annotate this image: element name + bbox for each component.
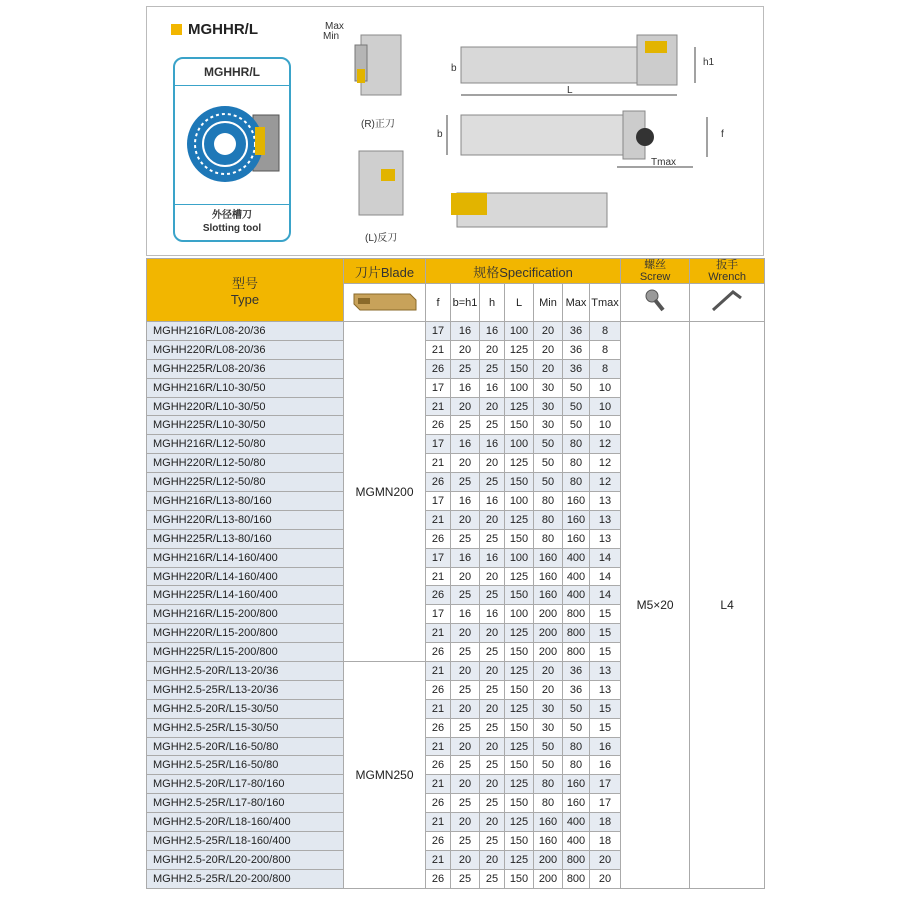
spec-cell: 100 — [505, 435, 534, 454]
spec-cell: 25 — [480, 832, 505, 851]
spec-cell: 20 — [451, 454, 480, 473]
spec-cell: 16 — [590, 756, 621, 775]
type-cell: MGHH2.5-25R/L20-200/800 — [147, 869, 344, 888]
spec-cell: 16 — [480, 605, 505, 624]
spec-cell: 21 — [426, 850, 451, 869]
spec-cell: 16 — [451, 435, 480, 454]
spec-cell: 30 — [534, 397, 563, 416]
model-title-text: MGHHR/L — [188, 21, 258, 38]
spec-cell: 21 — [426, 813, 451, 832]
spec-cell: 80 — [534, 492, 563, 511]
spec-cell: 200 — [534, 643, 563, 662]
type-cell: MGHH2.5-25R/L16-50/80 — [147, 756, 344, 775]
spec-cell: 80 — [563, 435, 590, 454]
right-hand-tool-view-icon — [347, 25, 407, 105]
type-cell: MGHH220R/L15-200/800 — [147, 624, 344, 643]
spec-cell: 25 — [480, 794, 505, 813]
spec-cell: 21 — [426, 567, 451, 586]
type-cell: MGHH2.5-25R/L18-160/400 — [147, 832, 344, 851]
screw-header: 螺丝 Screw — [621, 259, 690, 284]
tool-diagram-panel — [146, 6, 764, 256]
spec-cell: 17 — [426, 605, 451, 624]
spec-cell: 150 — [505, 473, 534, 492]
spec-cell: 20 — [451, 662, 480, 681]
spec-cell: 36 — [563, 322, 590, 341]
screw-icon — [621, 284, 690, 322]
spec-cell: 26 — [426, 869, 451, 888]
spec-cell: 21 — [426, 510, 451, 529]
spec-cell: 125 — [505, 699, 534, 718]
spec-cell: 80 — [534, 529, 563, 548]
spec-cell: 20 — [480, 662, 505, 681]
slotting-tool-icon — [175, 89, 291, 209]
spec-cell: 125 — [505, 454, 534, 473]
spec-cell: 16 — [480, 435, 505, 454]
spec-cell: 150 — [505, 794, 534, 813]
spec-cell: 17 — [426, 378, 451, 397]
spec-cell: 17 — [426, 548, 451, 567]
spec-cell: 160 — [563, 492, 590, 511]
catalog-page — [146, 6, 764, 892]
spec-cell: 21 — [426, 699, 451, 718]
spec-cell: 150 — [505, 832, 534, 851]
tool-type-card-label: MGHHR/L — [204, 65, 260, 79]
spec-cell: 25 — [480, 416, 505, 435]
spec-cell: 26 — [426, 756, 451, 775]
spec-cell: 36 — [563, 680, 590, 699]
dim-h1: h1 — [703, 57, 715, 68]
spec-cell: 12 — [590, 454, 621, 473]
spec-cell: 8 — [590, 340, 621, 359]
spec-cell: 21 — [426, 454, 451, 473]
dim-b-mid: b — [437, 129, 443, 140]
type-cell: MGHH225R/L13-80/160 — [147, 529, 344, 548]
col-tmax: Tmax — [590, 284, 621, 322]
spec-cell: 15 — [590, 605, 621, 624]
type-cell: MGHH2.5-20R/L17-80/160 — [147, 775, 344, 794]
spec-cell: 30 — [534, 378, 563, 397]
spec-cell: 25 — [480, 359, 505, 378]
spec-cell: 20 — [480, 454, 505, 473]
spec-cell: 18 — [590, 832, 621, 851]
spec-cell: 150 — [505, 529, 534, 548]
spec-cell: 16 — [480, 492, 505, 511]
spec-cell: 8 — [590, 359, 621, 378]
spec-cell: 400 — [563, 813, 590, 832]
type-cell: MGHH225R/L15-200/800 — [147, 643, 344, 662]
dim-f: f — [721, 129, 724, 140]
spec-cell: 160 — [534, 586, 563, 605]
spec-cell: 25 — [451, 869, 480, 888]
spec-cell: 25 — [451, 529, 480, 548]
spec-cell: 125 — [505, 850, 534, 869]
type-cell: MGHH2.5-25R/L15-30/50 — [147, 718, 344, 737]
spec-cell: 20 — [480, 567, 505, 586]
max-label: Max — [325, 21, 344, 32]
col-max: Max — [563, 284, 590, 322]
spec-cell: 80 — [563, 756, 590, 775]
spec-cell: 10 — [590, 378, 621, 397]
spec-cell: 160 — [563, 775, 590, 794]
tool-type-card-caption: 外径槽刀 Slotting tool — [175, 204, 289, 240]
spec-cell: 26 — [426, 529, 451, 548]
type-cell: MGHH225R/L10-30/50 — [147, 416, 344, 435]
tool-type-card — [173, 57, 291, 242]
spec-cell: 125 — [505, 737, 534, 756]
spec-cell: 20 — [590, 869, 621, 888]
dim-tmax: Tmax — [651, 157, 676, 168]
dim-L: L — [567, 85, 573, 96]
spec-cell: 25 — [480, 586, 505, 605]
spec-cell: 200 — [534, 624, 563, 643]
blade-insert-icon — [344, 284, 426, 322]
table-row — [147, 322, 765, 341]
spec-cell: 20 — [590, 850, 621, 869]
spec-cell: 8 — [590, 322, 621, 341]
spec-cell: 80 — [563, 454, 590, 473]
type-cell: MGHH220R/L14-160/400 — [147, 567, 344, 586]
spec-cell: 26 — [426, 718, 451, 737]
spec-cell: 26 — [426, 416, 451, 435]
tool-side-view-icon — [437, 17, 737, 247]
left-hand-caption: (L)反刀 — [365, 233, 398, 244]
spec-cell: 200 — [534, 869, 563, 888]
spec-cell: 50 — [534, 454, 563, 473]
screw-value: M5×20 — [621, 322, 690, 889]
spec-cell: 20 — [451, 737, 480, 756]
spec-cell: 100 — [505, 548, 534, 567]
spec-cell: 26 — [426, 586, 451, 605]
col-min: Min — [534, 284, 563, 322]
spec-cell: 20 — [480, 624, 505, 643]
spec-cell: 21 — [426, 624, 451, 643]
spec-cell: 12 — [590, 435, 621, 454]
spec-cell: 50 — [534, 737, 563, 756]
spec-cell: 150 — [505, 869, 534, 888]
spec-cell: 160 — [534, 832, 563, 851]
type-cell: MGHH2.5-20R/L15-30/50 — [147, 699, 344, 718]
spec-cell: 25 — [451, 718, 480, 737]
spec-cell: 20 — [451, 397, 480, 416]
spec-cell: 20 — [480, 737, 505, 756]
spec-cell: 100 — [505, 492, 534, 511]
model-title — [171, 21, 258, 38]
spec-cell: 125 — [505, 510, 534, 529]
spec-cell: 20 — [451, 775, 480, 794]
wrench-value: L4 — [690, 322, 765, 889]
spec-cell: 20 — [451, 567, 480, 586]
type-cell: MGHH2.5-20R/L18-160/400 — [147, 813, 344, 832]
spec-cell: 200 — [534, 850, 563, 869]
spec-cell: 400 — [563, 832, 590, 851]
type-cell: MGHH220R/L12-50/80 — [147, 454, 344, 473]
spec-cell: 25 — [451, 756, 480, 775]
spec-cell: 25 — [480, 680, 505, 699]
spec-cell: 160 — [563, 794, 590, 813]
type-cell: MGHH2.5-25R/L13-20/36 — [147, 680, 344, 699]
spec-cell: 26 — [426, 473, 451, 492]
spec-cell: 800 — [563, 850, 590, 869]
spec-cell: 160 — [563, 510, 590, 529]
spec-cell: 25 — [451, 359, 480, 378]
type-cell: MGHH225R/L14-160/400 — [147, 586, 344, 605]
wrench-header: 扳手 Wrench — [690, 259, 765, 284]
col-bh1: b=h1 — [451, 284, 480, 322]
hex-wrench-icon — [690, 284, 765, 322]
spec-cell: 20 — [480, 850, 505, 869]
col-L: L — [505, 284, 534, 322]
spec-cell: 100 — [505, 322, 534, 341]
spec-cell: 14 — [590, 586, 621, 605]
type-cell: MGHH216R/L08-20/36 — [147, 322, 344, 341]
type-cell: MGHH216R/L13-80/160 — [147, 492, 344, 511]
spec-cell: 400 — [563, 548, 590, 567]
spec-cell: 150 — [505, 586, 534, 605]
spec-cell: 25 — [480, 643, 505, 662]
spec-cell: 16 — [451, 322, 480, 341]
spec-cell: 21 — [426, 775, 451, 794]
spec-cell: 16 — [451, 548, 480, 567]
spec-cell: 36 — [563, 662, 590, 681]
spec-cell: 17 — [590, 794, 621, 813]
spec-cell: 160 — [534, 548, 563, 567]
table-body — [147, 322, 765, 889]
spec-cell: 25 — [451, 643, 480, 662]
right-hand-caption: (R)正刀 — [361, 119, 395, 130]
spec-cell: 160 — [563, 529, 590, 548]
spec-cell: 20 — [451, 340, 480, 359]
col-f: f — [426, 284, 451, 322]
spec-cell: 20 — [534, 322, 563, 341]
spec-cell: 50 — [563, 699, 590, 718]
spec-cell: 26 — [426, 643, 451, 662]
spec-cell: 13 — [590, 680, 621, 699]
spec-cell: 21 — [426, 340, 451, 359]
spec-cell: 36 — [563, 359, 590, 378]
spec-cell: 20 — [534, 680, 563, 699]
spec-cell: 150 — [505, 416, 534, 435]
spec-cell: 30 — [534, 699, 563, 718]
spec-cell: 50 — [563, 416, 590, 435]
spec-cell: 10 — [590, 416, 621, 435]
spec-cell: 16 — [451, 492, 480, 511]
spec-cell: 25 — [451, 416, 480, 435]
spec-cell: 125 — [505, 567, 534, 586]
spec-cell: 16 — [480, 322, 505, 341]
spec-cell: 21 — [426, 662, 451, 681]
type-cell: MGHH216R/L10-30/50 — [147, 378, 344, 397]
spec-cell: 20 — [451, 624, 480, 643]
spec-cell: 400 — [563, 586, 590, 605]
spec-cell: 30 — [534, 416, 563, 435]
spec-cell: 125 — [505, 624, 534, 643]
spec-cell: 13 — [590, 529, 621, 548]
spec-cell: 125 — [505, 775, 534, 794]
spec-cell: 18 — [590, 813, 621, 832]
col-h: h — [480, 284, 505, 322]
spec-cell: 20 — [480, 699, 505, 718]
type-cell: MGHH216R/L12-50/80 — [147, 435, 344, 454]
spec-cell: 150 — [505, 756, 534, 775]
spec-cell: 17 — [426, 492, 451, 511]
spec-cell: 800 — [563, 643, 590, 662]
spec-cell: 15 — [590, 624, 621, 643]
spec-cell: 16 — [451, 605, 480, 624]
type-header: 型号 Type — [147, 259, 344, 322]
spec-cell: 12 — [590, 473, 621, 492]
dim-b-top: b — [451, 63, 457, 74]
spec-cell: 160 — [534, 567, 563, 586]
spec-cell: 50 — [563, 397, 590, 416]
spec-cell: 800 — [563, 605, 590, 624]
spec-cell: 150 — [505, 718, 534, 737]
blade-group-2: MGMN250 — [344, 662, 426, 889]
spec-cell: 50 — [534, 473, 563, 492]
spec-cell: 125 — [505, 662, 534, 681]
spec-cell: 125 — [505, 340, 534, 359]
spec-cell: 20 — [534, 359, 563, 378]
spec-cell: 26 — [426, 832, 451, 851]
spec-cell: 80 — [534, 510, 563, 529]
spec-cell: 50 — [534, 435, 563, 454]
spec-cell: 15 — [590, 699, 621, 718]
spec-cell: 20 — [451, 813, 480, 832]
spec-cell: 10 — [590, 397, 621, 416]
spec-cell: 20 — [451, 699, 480, 718]
spec-cell: 25 — [480, 756, 505, 775]
spec-cell: 20 — [480, 340, 505, 359]
spec-cell: 200 — [534, 605, 563, 624]
spec-cell: 20 — [480, 813, 505, 832]
spec-cell: 25 — [451, 473, 480, 492]
spec-cell: 17 — [426, 322, 451, 341]
spec-cell: 100 — [505, 378, 534, 397]
type-cell: MGHH220R/L08-20/36 — [147, 340, 344, 359]
spec-cell: 50 — [534, 756, 563, 775]
spec-cell: 26 — [426, 794, 451, 813]
type-cell: MGHH216R/L15-200/800 — [147, 605, 344, 624]
spec-cell: 20 — [480, 510, 505, 529]
min-label: Min — [323, 31, 340, 42]
spec-cell: 125 — [505, 397, 534, 416]
spec-cell: 25 — [480, 529, 505, 548]
type-cell: MGHH2.5-25R/L17-80/160 — [147, 794, 344, 813]
spec-cell: 50 — [563, 718, 590, 737]
type-cell: MGHH2.5-20R/L16-50/80 — [147, 737, 344, 756]
spec-cell: 16 — [480, 548, 505, 567]
yellow-square-icon — [171, 24, 182, 35]
spec-cell: 16 — [590, 737, 621, 756]
spec-cell: 20 — [451, 850, 480, 869]
spec-cell: 21 — [426, 737, 451, 756]
spec-cell: 25 — [480, 869, 505, 888]
spec-cell: 800 — [563, 869, 590, 888]
spec-cell: 25 — [451, 680, 480, 699]
blade-group-1: MGMN200 — [344, 322, 426, 662]
spec-cell: 20 — [451, 510, 480, 529]
spec-cell: 13 — [590, 510, 621, 529]
spec-cell: 100 — [505, 605, 534, 624]
spec-cell: 80 — [563, 737, 590, 756]
spec-cell: 800 — [563, 624, 590, 643]
spec-cell: 26 — [426, 359, 451, 378]
blade-header: 刀片Blade — [344, 259, 426, 284]
left-hand-tool-view-icon — [351, 147, 411, 217]
spec-cell: 25 — [480, 473, 505, 492]
spec-cell: 15 — [590, 718, 621, 737]
spec-cell: 16 — [480, 378, 505, 397]
spec-cell: 80 — [534, 794, 563, 813]
spec-cell: 17 — [590, 775, 621, 794]
spec-cell: 80 — [534, 775, 563, 794]
spec-cell: 36 — [563, 340, 590, 359]
type-cell: MGHH220R/L13-80/160 — [147, 510, 344, 529]
type-cell: MGHH2.5-20R/L20-200/800 — [147, 850, 344, 869]
spec-cell: 400 — [563, 567, 590, 586]
spec-cell: 50 — [563, 378, 590, 397]
spec-cell: 13 — [590, 662, 621, 681]
spec-cell: 160 — [534, 813, 563, 832]
spec-cell: 125 — [505, 813, 534, 832]
spec-cell: 21 — [426, 397, 451, 416]
spec-cell: 25 — [480, 718, 505, 737]
spec-cell: 25 — [451, 794, 480, 813]
spec-cell: 15 — [590, 643, 621, 662]
type-cell: MGHH220R/L10-30/50 — [147, 397, 344, 416]
spec-cell: 20 — [534, 340, 563, 359]
spec-cell: 25 — [451, 832, 480, 851]
type-cell: MGHH225R/L08-20/36 — [147, 359, 344, 378]
spec-cell: 14 — [590, 548, 621, 567]
spec-cell: 26 — [426, 680, 451, 699]
type-cell: MGHH2.5-20R/L13-20/36 — [147, 662, 344, 681]
spec-cell: 17 — [426, 435, 451, 454]
spec-cell: 13 — [590, 492, 621, 511]
spec-cell: 14 — [590, 567, 621, 586]
spec-cell: 20 — [480, 775, 505, 794]
type-cell: MGHH225R/L12-50/80 — [147, 473, 344, 492]
spec-header: 规格Specification — [426, 259, 621, 284]
spec-cell: 20 — [480, 397, 505, 416]
spec-cell: 150 — [505, 359, 534, 378]
spec-cell: 30 — [534, 718, 563, 737]
type-cell: MGHH216R/L14-160/400 — [147, 548, 344, 567]
spec-cell: 20 — [534, 662, 563, 681]
specification-table — [146, 258, 764, 889]
spec-cell: 80 — [563, 473, 590, 492]
spec-cell: 25 — [451, 586, 480, 605]
spec-cell: 16 — [451, 378, 480, 397]
spec-cell: 150 — [505, 680, 534, 699]
spec-cell: 150 — [505, 643, 534, 662]
